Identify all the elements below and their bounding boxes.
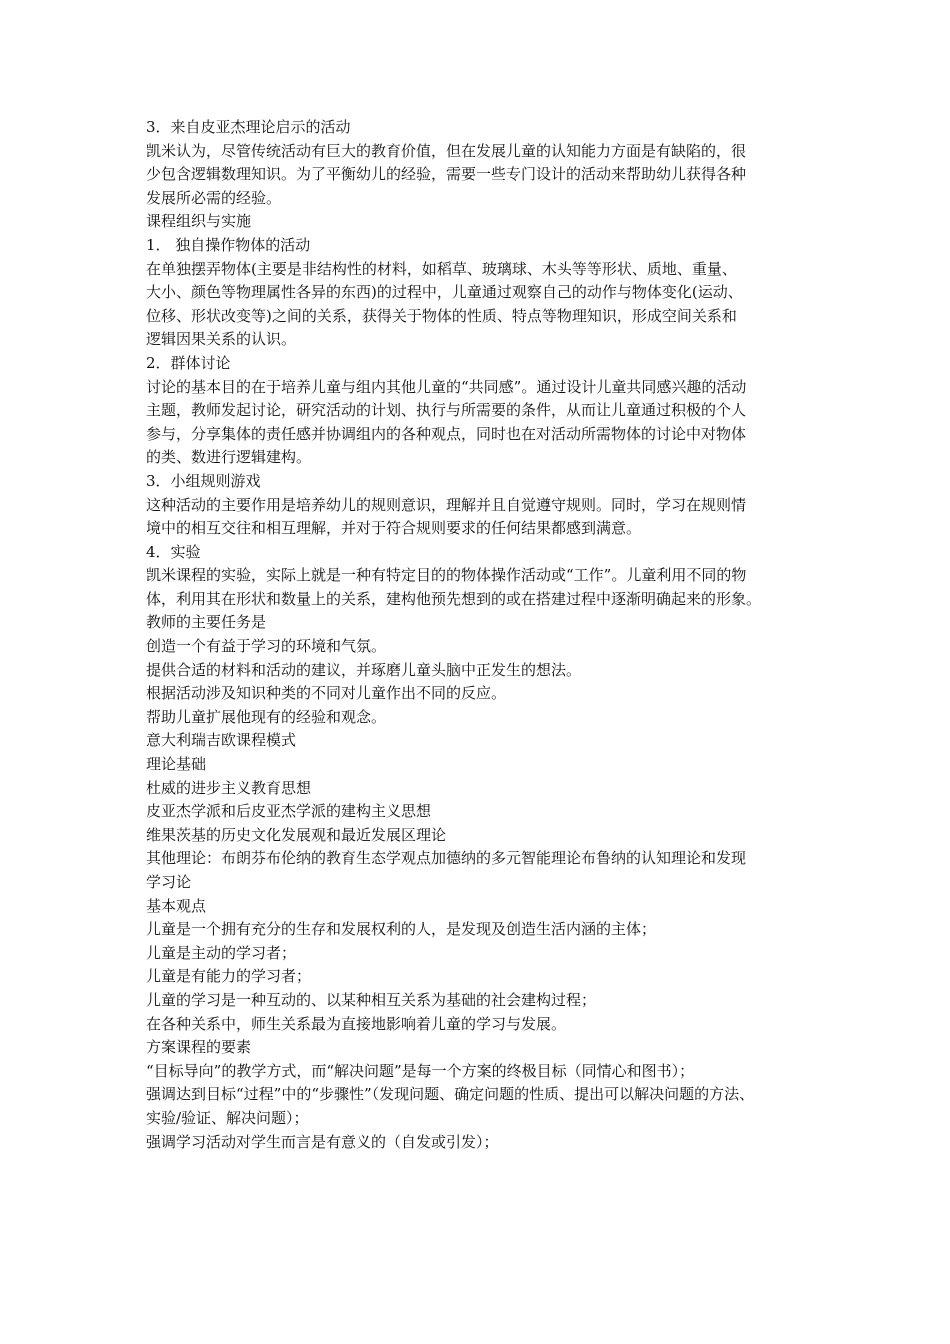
subheading-project-elements: 方案课程的要素 [146,1038,252,1057]
list-item: 提供合适的材料和活动的建议，并琢磨儿童头脑中正发生的想法。 [146,660,582,679]
paragraph-line: 凯米认为，尽管传统活动有巨大的教育价值，但在发展儿童的认知能力方面是有缺陷的，很 [146,141,747,160]
subheading-group-rule-games: 3．小组规则游戏 [146,471,261,490]
list-item: 其他理论：布朗芬布伦纳的教育生态学观点加德纳的多元智能理论布鲁纳的认知理论和发现 [146,849,747,868]
paragraph-line: 这种活动的主要作用是培养幼儿的规则意识，理解并且自觉遵守规则。同时，学习在规则情 [146,495,747,514]
list-item: 强调学习活动对学生而言是有意义的（自发或引发）； [146,1132,499,1151]
list-item: 维果茨基的历史文化发展观和最近发展区理论 [146,825,447,844]
paragraph-line: 发展所必需的经验。 [146,188,282,207]
subheading-basic-views: 基本观点 [146,896,207,915]
paragraph-line: 凯米课程的实验，实际上就是一种有特定目的的物体操作活动或“工作”。儿童利用不同的物 [146,566,747,585]
subheading-group-discussion: 2．群体讨论 [146,353,231,372]
paragraph-line: 体，利用其在形状和数量上的关系，建构他预先想到的或在搭建过程中逐渐明确起来的形象。 [146,589,762,608]
list-item: 杜威的进步主义教育思想 [146,778,312,797]
list-item: 儿童是一个拥有充分的生存和发展权利的人，是发现及创造生活内涵的主体； [146,920,657,939]
list-item: 儿童是有能力的学习者； [146,967,312,986]
subheading-experiment: 4．实验 [146,542,201,561]
list-item: “目标导向”的教学方式，而“解决问题”是每一个方案的终极目标（同情心和图书）； [146,1061,695,1080]
paragraph-line: 少包含逻辑数理知识。为了平衡幼儿的经验，需要一些专门设计的活动来帮助幼儿获得各种 [146,165,747,184]
list-item: 帮助儿童扩展他现有的经验和观念。 [146,707,387,726]
paragraph-line: 在单独摆弄物体(主要是非结构性的材料，如稻草、玻璃球、木头等等形状、质地、重量、 [146,259,737,278]
list-item: 创造一个有益于学习的环境和气氛。 [146,637,387,656]
paragraph-line: 位移、形状改变等)之间的关系，获得关于物体的性质、特点等物理知识，形成空间关系和 [146,306,737,325]
paragraph-line: 教师的主要任务是 [146,613,267,632]
paragraph-line: 的类、数进行逻辑建构。 [146,448,312,467]
list-item: 学习论 [146,873,192,891]
section-heading-piaget-activities: 3．来自皮亚杰理论启示的活动 [146,118,351,136]
list-item: 儿童是主动的学习者； [146,943,297,962]
list-item: 强调达到目标“过程”中的“步骤性”（发现问题、确定问题的性质、提出可以解决问题的方法、 [146,1085,755,1104]
paragraph-line: 主题，教师发起讨论，研究活动的计划、执行与所需要的条件，从而让儿童通过积极的个人 [146,401,747,420]
list-item: 实验/验证、解决问题）； [146,1108,309,1127]
list-item: 皮亚杰学派和后皮亚杰学派的建构主义思想 [146,802,432,821]
list-item: 在各种关系中，师生关系最为直接地影响着儿童的学习与发展。 [146,1014,567,1033]
section-heading-reggio-emilia: 意大利瑞吉欧课程模式 [146,731,297,750]
subheading-theoretical-basis: 理论基础 [146,755,207,774]
paragraph-line: 境中的相互交往和相互理解，并对于符合规则要求的任何结果都感到满意。 [146,519,642,538]
subheading-solo-object-activity: 1． 独自操作物体的活动 [146,235,311,254]
paragraph-line: 逻辑因果关系的认识。 [146,330,297,349]
list-item: 根据活动涉及知识种类的不同对儿童作出不同的反应。 [146,684,507,703]
section-heading-curriculum-organization: 课程组织与实施 [146,212,252,231]
list-item: 儿童的学习是一种互动的、以某种相互关系为基础的社会建构过程； [146,990,597,1009]
document-page [146,116,814,1154]
paragraph-line: 参与，分享集体的责任感并协调组内的各种观点，同时也在对活动所需物体的讨论中对物体 [146,424,747,443]
paragraph-line: 讨论的基本目的在于培养儿童与组内其他儿童的“共同感”。通过设计儿童共同感兴趣的活动 [146,377,747,396]
paragraph-line: 大小、颜色等物理属性各异的东西)的过程中，儿童通过观察自己的动作与物体变化(运动、 [146,283,743,302]
